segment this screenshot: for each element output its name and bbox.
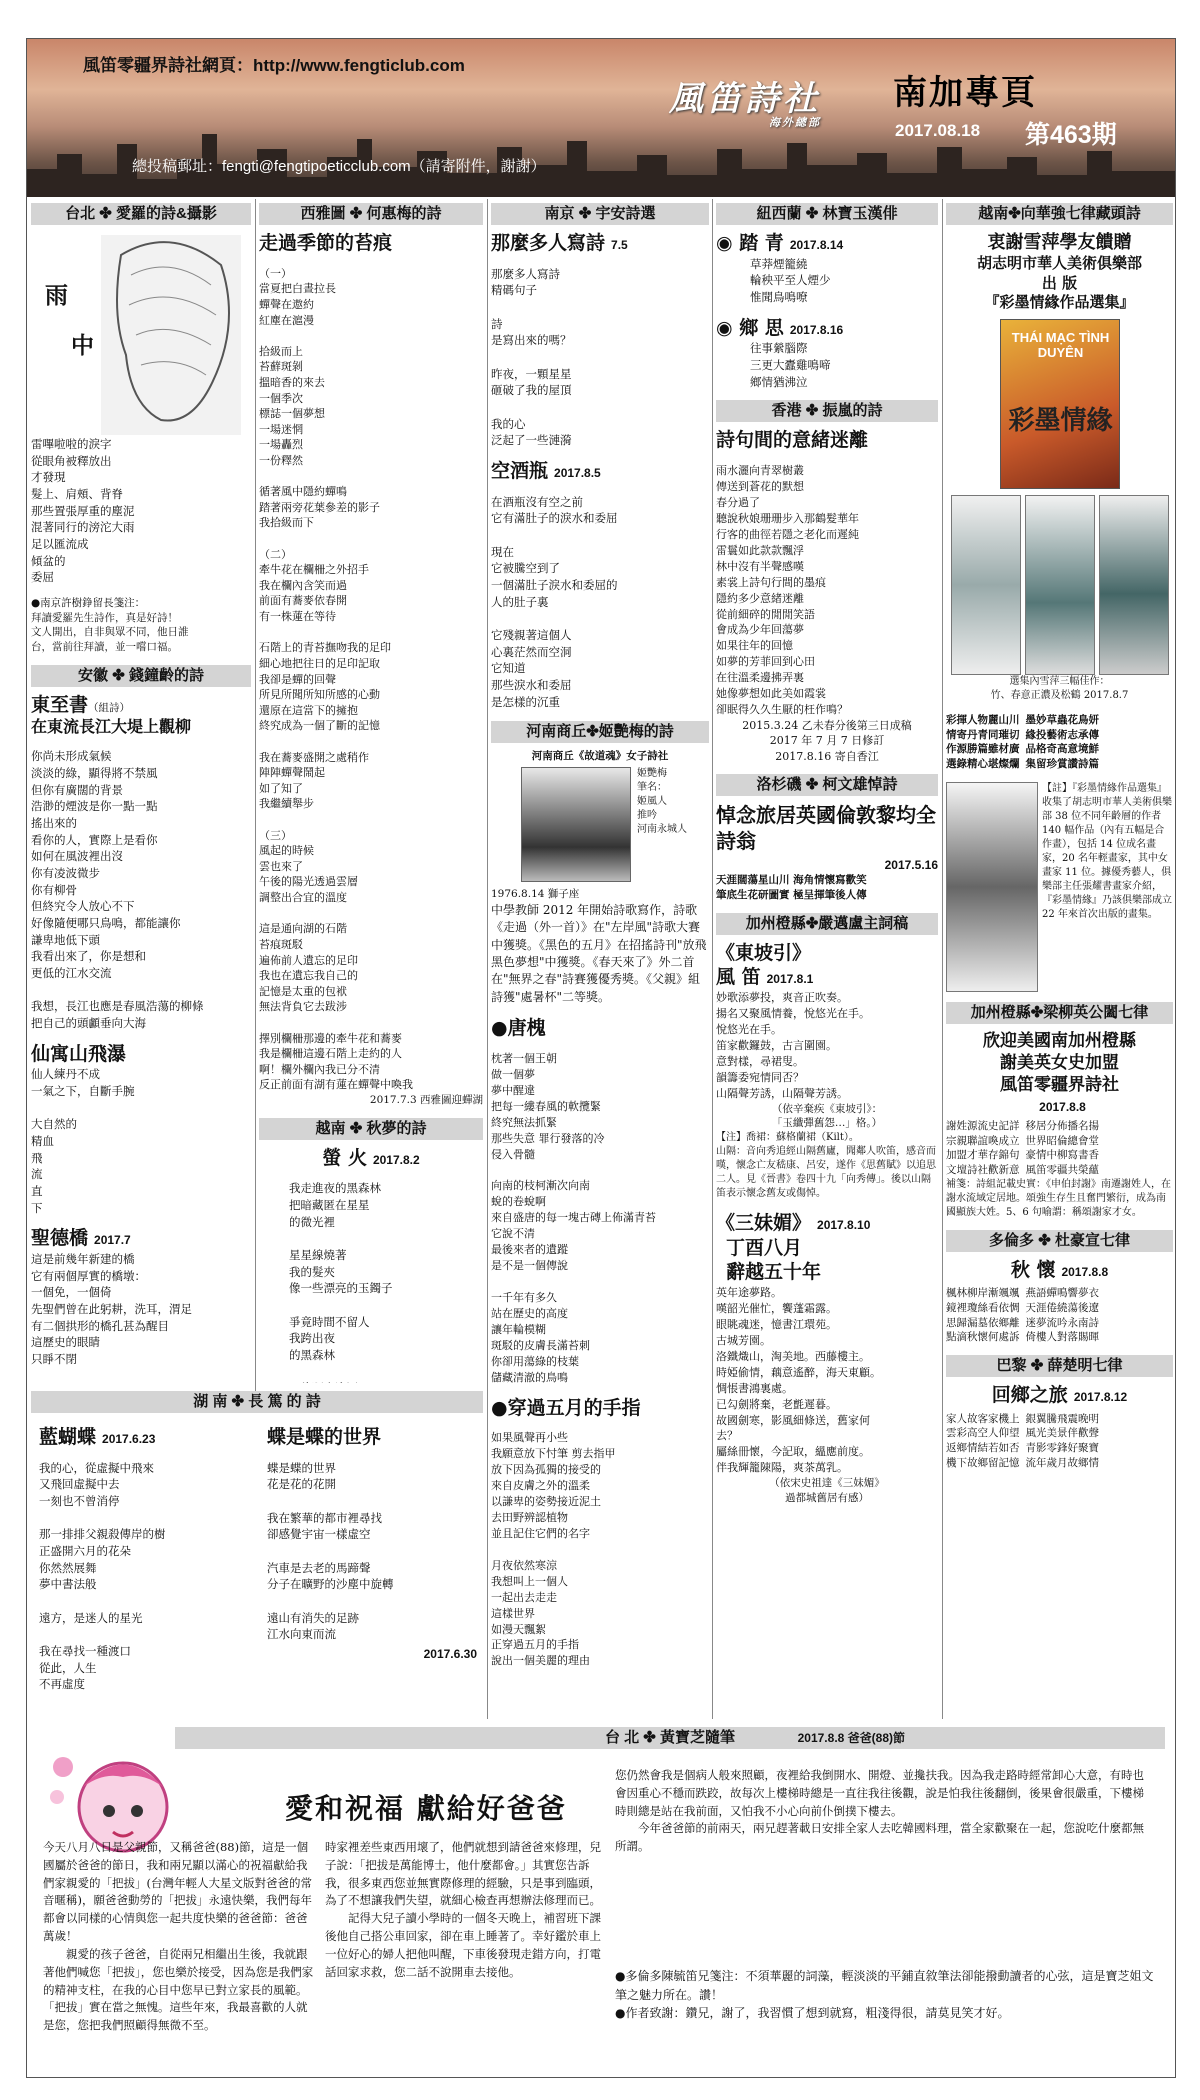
article-subtitle: 胡志明市華人美術俱樂部 出 版 『彩墨情緣作品選集』 bbox=[976, 254, 1142, 312]
section-header: 巴黎 ✤ 薛楚明七律 bbox=[946, 1355, 1173, 1377]
poem-body: 妙歌添夢投，爽音正吹奏。 揚名又聚風情養，悅悠光在手。 悅悠光在手。 笛家歡鑼鼓，古言圍園。 意對樣，尋裙叟。 韻籌委宛情同否？ 山隔聲芳誘，山隔聲芳誘。 bbox=[716, 991, 870, 1100]
essay-text-1: 今天八月八日是父親節，又稱爸爸(88)節，這是一個國屬於爸爸的節日，我和兩兄顯以滿心的祝福獻給我們家親愛的「把拔」(台灣年輕人大星文版對爸爸的常音暱稱)，願爸爸動勞的「把拔」永遠快樂，我們每年都會以同樣的心情與您一起共度快樂的爸爸節：爸爸萬歲！ 親愛的孩子爸爸，自從兩兄相繼出生後，我就跟著他們喊您「把拔」，您也樂於接受，因為您是我們家的精神支柱，在我的心目中您早已對立家長的風範。「把拔」實在當之無愧。這些年來，我最喜歡的人就是您，您把我們照顧得無微不至。 bbox=[43, 1840, 314, 2033]
poem-note: （依宋史祖達《三妹媚》 過都城舊居有感） bbox=[769, 1477, 885, 1504]
column-4: 紐西蘭 ✤ 林寶玉漢俳 ◉ 踏 青 2017.8.14 草莽煙籠繞 輪秧平至人煙少 惟聞鳥鳴嘹 ◉ 鄉 思 2017.8.16 往事縈腦際 三更大蠹雞鳴啼 鄉情猶沸泣 香港 ✤ 振嵐的詩 詩句間的意緒迷離 雨水灑向青翠樹叢 傳送到蒼花的默想 春分過了 聽說秋娘珊珊步入那鶴髮華年 行客的曲徑若隱之老化而遲純 雷鬟如此款款飄浮 林中沒有半聲感嘆 素裳上詩句行間的墨痕 隱約多少意緒迷離 從前細碎的閒閒笑語 會成為少年回蕩夢 如果往年的回憶 如夢的芳菲回到心田 在往溫柔邊拂弄裏 她像夢想如此美如霞裳 卻眠得久久生厭的枉作鳴？ 2015.3.24 乙未春分後第三日成稿 2017 年 7 月 7 日修訂 2017.8.16 寄自香江 洛杉磯 ✤ 柯文雄悼詩 悼念旅居英國倫敦黎均全詩翁 2017.5.16 天涯闊蕩星山川 海角情懷寫歡笑 筆底生花研圖實 極呈揮筆後人傳 加州橙縣✤嚴邁盧主詞稿 《東坡引》 風 笛 2017.8.1 妙歌添夢投，爽音正吹奏。 揚名又聚風情養，悅悠光在手。 悅悠光在手。 笛家歡鑼鼓，古言圍園。 意對樣，尋裙叟。 韻籌委宛情同否？ 山隔聲芳誘，山隔聲芳誘。 （依辛棄疾《東坡引》： 「玉纖彈舊怨…」格。） 【注】喬裙：蘇格蘭裙（Kilt）。 山隔：音向秀追經山隔舊廬，聞鄰人吹笛，感音而嘆，懷念亡友嵇康、呂安，遂作《思舊賦》以追思二人。見《晉書》卷四十九「向秀傳」。後以山隔笛表示懷念舊友或傷悼。 《三妹媚》 2017.8.10 丁酉八月 辭越五十年 英年途夢路。 嘆韶光催忙，饗蓬霜露。 眼眺魂迷，憶書江環苑。 古城芳園。 洛鐵熾山，淘美地。西藤樓主。 時婭偷情，藕意遙醉，海天東顧。 惆悵書鴻裏處。 已勾劍將棄，老氈遲暮。 故國劍寒，影風細條送，舊家何 去？ 屬絲冊懷，今記取，縕應前度。 伴我輝籠陳陽，爽茶萬乳。 （依宋史祖達《三妹媚》 過都城舊居有感） bbox=[716, 205, 938, 1504]
poem-body: （一） 當夏把白晝拉長 蟬聲在遨約 紅塵在滬漫 拾級而上 苔蘚斑剝 搵暗香的來去 一個季次 標誌一個夢想 一場迷惘 一場轟烈 一份釋然 循著風中隱約蟬鳴 踏著兩旁花葉參差的影子 我拾級而下 （二） 牽牛花在欄柵之外招手 我在欄內含笑而過 前面有蕎麥依春開 有一株蓮在等待 石階上的青苔撫吻我的足印 細心地把往日的足印記取 我卻是蟬的回聲 所見所聞所知所感的心動 還原在這當下的擁抱 終究成為一個了斷的記憶 我在蕎麥盛開之處稍作 陣陣蟬聲鬧起 如了知了 我繼續舉步 （三） 風起的時候 雲也來了 午後的陽光透過雲層 調整出合宜的溫度 這是通向湖的石階 苔痕斑駁 遍佈前人遺忘的足印 我也在遺忘我自己的 記憶是太重的包袱 無法背負它去跋涉 擇別欄柵那邊的牽牛花和蕎麥 我是欄柵這邊石階上走約的人 啊！欄外欄內我已分不清 反正前面有湖有蓮在蟬聲中喚我 bbox=[259, 266, 413, 1092]
section-header: 台北 ✤ 愛羅的詩&攝影 bbox=[31, 203, 251, 225]
annotation-note: 【註】『彩墨情緣作品選集』收集了胡志明市華人美術俱樂部 38 位不同年齡層的作者 140 幅作品（內有五幅是合作畫），包括 14 位成名畫家，20 名年輕畫家，其中女畫家 11 位。據優秀藝人，俱樂部主任張耀書畫家介紹，『彩墨情緣』乃該俱樂部成立 22 年來首次出版的畫集。 bbox=[1042, 782, 1172, 920]
issue-number: 第463期 bbox=[1025, 121, 1117, 149]
column-5: 越南✤向華強七律藏頭詩 衷謝雪萍學友饋贈 胡志明市華人美術俱樂部 出 版 『彩墨情緣作品選集』 THÁI MẠC TÌNH DUYÊN 彩墨情緣 選集內雪萍三幅佳作： 竹、春意正濃及松鶴 2017.8.7 彩揮人物麗山川 情寄丹青同璀切 作源勝篇雖材廣 選錄精心堪燦爛 墨妙草蟲花鳥妍 緣投藝術志承傳 品格奇高意境鮮 集留珍賞讚詩篇 【註】『彩墨情緣作品選集』收集了胡志明市華人美術俱樂部 38 位不同年齡層的作者 140 幅作品（內有五幅是合作畫），包括 14 位成名畫家，20 名年輕畫家，其中女畫家 11 位。據優秀藝人，俱樂部主任張耀書畫家介紹，『彩墨情緣』乃該俱樂部成立 22 年來首次出版的畫集。 加州橙縣✤梁柳英公闔七律 欣迎美國南加州橙縣 謝美英女史加盟 風笛零疆界詩社 2017.8.8 謝姓源流史記詳 宗親聯誼喚成立 加盟才華存錦句 文壇詩社歡新意 移居分佈播名揚 世界昭倫總會堂 豪情中柳寫書香 風笛零疆共榮蘊 補箋：詩組記載史實：《申伯封謝》南遷謝姓人，在謝水流域定居地。頌強生存生且奮門繁衍，成為南國顯族大姓。5、6 句喻謂：稱頌謝家才女。 多倫多 ✤ 杜豪宣七律 秋 懷 2017.8.8 楓林柳岸漸颯颯 鏡裡瓊絲看依惆 思歸漏墓依鄉離 點滴秋懷何處訴 燕語蟬鳴響夢衣 天涯倦繞蕩後遼 迷夢流吟永南詩 倚樓人對落賜暉 巴黎 ✤ 薛楚明七律 回鄉之旅 2017.8.12 家人故客家機上 雲彩高空人仰望 返鄉情結若如否 機下故鄉留記憶 銀翼騰飛震晚明 風光美景伴歡聲 青影零鋒好聚寶 流年歲月故鄉情 bbox=[946, 205, 1172, 1469]
image-caption: 選集內雪萍三幅佳作： 竹、春意正濃及松鶴 2017.8.7 bbox=[990, 675, 1129, 701]
poem-right: 移居分佈播名揚 世界昭倫總會堂 豪情中柳寫書香 風笛零疆共榮蘊 bbox=[1025, 1119, 1099, 1176]
poem-title: 走過季節的苔痕 bbox=[259, 232, 393, 254]
poem-body: 這是前幾年新建的橋 它有兩個厚實的橋墩： 一個免，一個倚 先聖們曾在此躬耕，洗耳，渭足 有二個拱形的橋孔甚為醒目 這歷史的眼睛 只睜不閉 bbox=[31, 1252, 192, 1367]
poem-body: 草莽煙籠繞 輪秧平至人煙少 惟聞鳥鳴嘹 bbox=[750, 256, 831, 305]
poem-body: 英年途夢路。 嘆韶光催忙，饗蓬霜露。 眼眺魂迷，憶書江環苑。 古城芳園。 洛鐵熾山，淘美地。西藤樓主。 時婭偷情，藕意遙醉，海天東顧。 惆悵書鴻裏處。 已勾劍將棄，老氈遲暮。 故國劍寒，影風細條送，舊家何 去？ 屬絲冊懷，今記取，縕應前度。 伴我輝籠陳陽，爽茶萬乳。 bbox=[716, 1286, 881, 1475]
column-3: 南京 ✤ 宇安詩選 那麼多人寫詩 7.5 那麼多人寫詩 精碼句子 詩 是寫出來的嗎？ 昨夜，一顆星星 砸破了我的屋頂 我的心 泛起了一些漣漪 空酒瓶 2017.8.5 在酒瓶沒有空之前 它有滿肚子的淚水和委屈 現在 它被騰空到了 一個滿肚子淚水和委屈的 人的肚子裏 它殘親著這個人 心裏茫然而空洞 它知道 那些淚水和委屈 是怎樣的沉重 河南商丘✤姬艷梅的詩 河南商丘《故道魂》女子詩社 姬艷梅 筆名： 姬風人 推吟 河南永城人 1976.8.14 獅子座 中學教師 2012 年開始詩歌寫作，詩歌《走過（外一首）》在"左岸風"詩歌大賽中獲獎。《黑色的五月》在招搖詩刊"放飛黑色夢想"中獲獎。《春天來了》外二首在"無界之春"詩賽獲優秀獎。《父親》組詩獲"處暑杯"二等獎。 ●唐槐 枕著一個王朝 做一個夢 夢中醒違 把每一縷春風的軟攬緊 終究無法抓緊 那些失意 罪行發落的冷 侵入骨髓 向南的枝柯漸次向南 蛻的卷蛻啊 來自盛唐的每一塊古磚上佈滿青苔 它說不清 最後來者的遺蹤 是不是一個傳說 一千年有多久 站在歷史的高度 讓年輪模糊 斑駁的皮膚長滿苔刺 你卻用蕩綠的枝葉 儲藏清澈的鳥鳴 ●穿過五月的手指 如果風聲再小些 我願意放下忖筆 剪去指甲 放下因為孤獨的接受的 來自皮膚之外的溫柔 以謙卑的姿勢接近泥土 去田野辨認植物 並且記住它們的名字 月夜依然寒涼 我想叫上一個人 一起出去走走 這樣世界 如漫天飄絮 正穿過五月的手指 說出一個美麗的理由 bbox=[491, 203, 709, 1723]
poem-body: 枕著一個王朝 做一個夢 夢中醒違 把每一縷春風的軟攬緊 終究無法抓緊 那些失意 罪行發落的冷 侵入骨髓 向南的枝柯漸次向南 蛻的卷蛻啊 來自盛唐的每一塊古磚上佈滿青苔 它說不清 最後來者的遺蹤 是不是一個傳說 一千年有多久 站在歷史的高度 讓年輪模糊 斑駁的皮膚長滿苔刺 你卻用蕩綠的枝葉 儲藏清澈的鳥鳴 bbox=[491, 1051, 656, 1384]
section-header: 湖 南 ✤ 長 篤 的 詩 bbox=[31, 1391, 483, 1413]
article-title: 衷謝雪萍學友饋贈 bbox=[987, 232, 1132, 253]
site-url[interactable]: 風笛零疆界詩社網頁：http://www.fengticlub.com bbox=[83, 56, 465, 75]
poem-name: 丁酉八月 辭越五十年 bbox=[726, 1236, 822, 1284]
section-header: 越南✤向華強七律藏頭詩 bbox=[946, 203, 1173, 225]
poem-body: 那麼多人寫詩 精碼句子 詩 是寫出來的嗎？ 昨夜，一顆星星 砸破了我的屋頂 我的心 泛起了一些漣漪 bbox=[491, 266, 572, 448]
poem-note: （依辛棄疾《東坡引》： 「玉纖彈舊怨…」格。） bbox=[771, 1102, 883, 1130]
section-header: 香港 ✤ 振嵐的詩 bbox=[716, 400, 938, 422]
section-header: 南京 ✤ 宇安詩選 bbox=[491, 203, 709, 225]
poem-body: 我的心，從虛擬中飛來 又飛回虛擬中去 一刻也不曾消停 那一排排父親殺傳岸的樹 正盛開六月的花朵 你然然展舞 夢中書法般 遠方，是迷人的星光 我在尋找一種渡口 從此，人生 不再虛度 bbox=[39, 1460, 166, 1692]
essay-title: 愛和祝福 獻給好爸爸 bbox=[285, 1792, 567, 1825]
poem-title: 《東坡引》 bbox=[716, 941, 812, 964]
commentary-note: ●南京許樹錚留長箋注： 拜讀愛羅先生詩作，真是好詩！ 文人開出，自非與眾不同，他日誰 台，當前往拜讀，並一嚐口福。 bbox=[31, 597, 189, 654]
poem-signature: 2017.7.3 西雅圖迎蟬湖 bbox=[369, 1093, 483, 1106]
page-heading: 南加專頁 bbox=[893, 74, 1037, 112]
commentary-note: ●多倫多陳毓笛兄箋注：不須華麗的詞藻，輕淡淡的平鋪直敘筆法卻能撥動讀者的心弦，這是寶芝姐文筆之魅力所在。讚！ ●作者致謝：鑽兄，謝了，我習慣了想到就寫，粗淺得很，請莫見笑才好。 bbox=[615, 1969, 1154, 2021]
poem-body: 你尚未形成氣候 淡淡的綠，顯得將不禁風 但你有廣闊的背景 浩渺的煙波是你一點一點 搖出來的 看你的人，實際上是看你 如何在風波裡出沒 你有凌波微步 你有柳骨 但終究令人放心不下 好像隨便哪只鳥鳴，都能讓你 謙卑地低下頭 我看出來了，你是想和 更低的江水交流 我想，長江也應是春風浩蕩的柳條 把自己的頭顱垂向大海 bbox=[31, 749, 204, 1031]
section-header: 西雅圖 ✤ 何惠梅的詩 bbox=[259, 203, 483, 225]
poem-body: 往事縈腦際 三更大蠹雞鳴啼 鄉情猶沸泣 bbox=[750, 341, 831, 389]
poem-subtitle: 在東流長江大堤上觀柳 bbox=[31, 717, 192, 737]
section-header: 洛杉磯 ✤ 柯文雄悼詩 bbox=[716, 774, 938, 796]
newspaper-page bbox=[26, 38, 1176, 2078]
poem-left: 謝姓源流史記詳 宗親聯誼喚成立 加盟才華存錦句 文壇詩社歡新意 bbox=[946, 1119, 1020, 1176]
hunan-section: 湖 南 ✤ 長 篤 的 詩 藍蝴蝶 2017.6.23 我的心，從虛擬中飛來 又飛回虛擬中去 一刻也不曾消停 那一排排父親殺傳岸的樹 正盛開六月的花朵 你然然展舞 夢中書法般 遠方，是迷人的星光 我在尋找一種渡口 從此，人生 不再虛度 蝶是蝶的世界 蝶是蝶的世界 花是花的花開 我在繁華的都市裡尋找 卻感覺宇宙一樣虛空 汽車是去老的馬蹄聲 分子在曠野的沙塵中旋轉 遠山有消失的足跡 江水向東而流 2017.6.30 bbox=[31, 1391, 483, 1721]
issue-date: 2017.08.18 bbox=[895, 121, 981, 140]
poem-left: 楓林柳岸漸颯颯 鏡裡瓊絲看依惆 思歸漏墓依鄉離 點滴秋懷何處訴 bbox=[946, 1287, 1020, 1344]
poem-annotation: 【注】喬裙：蘇格蘭裙（Kilt）。 山隔：音向秀追經山隔舊廬，聞鄰人吹笛，感音而嘆，懷念亡友嵇康、呂安，遂作《思舊賦》以追思二人。見《晉書》卷四十九「向秀傳」。後以山隔笛表示懷念舊友或傷悼。 bbox=[716, 1131, 936, 1199]
poem-body: 在酒瓶沒有空之前 它有滿肚子的淚水和委屈 現在 它被騰空到了 一個滿肚子淚水和委屈的 人的肚子裏 它殘親著這個人 心裏茫然而空洞 它知道 那些淚水和委屈 是怎樣的沉重 bbox=[491, 494, 618, 709]
poem-title: ◉ 鄉 思 bbox=[716, 316, 784, 339]
section-header: 加州橙縣✤梁柳英公闔七律 bbox=[946, 1002, 1173, 1024]
poem-title: ●唐槐 bbox=[491, 1017, 546, 1040]
poem-title: ●穿過五月的手指 bbox=[491, 1396, 641, 1419]
section-header: 安徽 ✤ 錢鐘齡的詩 bbox=[31, 665, 251, 687]
author-bio: 中學教師 2012 年開始詩歌寫作，詩歌《走過（外一首）》在"左岸風"詩歌大賽中獲獎。《黑色的五月》在招搖詩刊"放飛黑色夢想"中獲獎。《春天來了》外二首在"無界之春"詩賽獲優秀獎。《父親》組詩獲"處暑杯"二等獎。 bbox=[491, 902, 707, 1004]
supplementary-note: 補箋：詩組記載史實：《申伯封謝》南遷謝姓人，在謝水流域定居地。頌強生存生且奮門繁衍，成為南國顯族大姓。5、6 句喻謂：稱頌謝家才女。 bbox=[946, 1178, 1171, 1218]
article-title: 欣迎美國南加州橙縣 謝美英女史加盟 風笛零疆界詩社 bbox=[983, 1030, 1136, 1095]
poem-title: 秋 懷 bbox=[1010, 1258, 1056, 1281]
footer-essay bbox=[35, 1727, 1165, 2067]
poem-name: 風 笛 bbox=[716, 966, 761, 989]
column-1: 台北 ✤ 愛羅的詩&攝影 雨 中 雷嗶啦啦的淚字 從眼角被釋放出 才發現 髮上、肩頰、背脊 那些置張厚重的塵泥 混著同行的滂沱大雨 足以匯流成 傾盆的 委屈 ●南京許樹錚留長箋注： 拜讀愛羅先生詩作，真是好詩！ 文人開出，自非與眾不同，他日誰 台，當前往拜讀，並一嚐口福。 安徽 ✤ 錢鐘齡的詩 東至書（組詩） 在東流長江大堤上觀柳 你尚未形成氣候 淡淡的綠，顯得將不禁風 但你有廣闊的背景 浩渺的煙波是你一點一點 搖出來的 看你的人，實際上是看你 如何在風波裡出沒 你有凌波微步 你有柳骨 但終究令人放心不下 好像隨便哪只鳥鳴，都能讓你 謙卑地低下頭 我看出來了，你是想和 更低的江水交流 我想，長江也應是春風浩蕩的柳條 把自己的頭顱垂向大海 仙寓山飛瀑 仙人練丹不成 一氣之下，自斷手腕 大自然的 精血 飛 流 直 下 聖德橋 2017.7 這是前幾年新建的橋 它有兩個厚實的橋墩： 一個免，一個倚 先聖們曾在此躬耕，洗耳，渭足 有二個拱形的橋孔甚為醒目 這歷史的眼睛 只睜不閉 bbox=[31, 203, 251, 1383]
poem-title: 中 bbox=[71, 332, 94, 359]
author-bio-side: 姬艷梅 筆名： 姬風人 推吟 河南永城人 bbox=[637, 768, 687, 836]
author-photo bbox=[521, 767, 631, 882]
poem-title: 回鄉之旅 bbox=[991, 1384, 1068, 1407]
section-header: 紐西蘭 ✤ 林寶玉漢俳 bbox=[716, 203, 938, 225]
poem-body: 天涯闊蕩星山川 海角情懷寫歡笑 筆底生花研圖實 極呈揮筆後人傳 bbox=[716, 874, 867, 901]
poem-body: 雨水灑向青翠樹叢 傳送到蒼花的默想 春分過了 聽說秋娘珊珊步入那鶴髮華年 行客的曲徑若隱之老化而遲純 雷鬟如此款款飄浮 林中沒有半聲感嘆 素裳上詩句行間的墨痕 隱約多少意緒迷離 從前細碎的閒閒笑語 會成為少年回蕩夢 如果往年的回憶 如夢的芳菲回到心田 在往溫柔邊拂弄裏 她像夢想如此美如霞裳 卻眠得久久生厭的枉作鳴？ bbox=[716, 464, 859, 717]
society-name: 河南商丘《故道魂》女子詩社 bbox=[531, 749, 669, 762]
sketch-photo bbox=[101, 235, 241, 435]
header-banner bbox=[27, 39, 1176, 197]
column-2: 西雅圖 ✤ 何惠梅的詩 走過季節的苔痕 （一） 當夏把白晝拉長 蟬聲在遨約 紅塵在滬漫 拾級而上 苔蘚斑剝 搵暗香的來去 一個季次 標誌一個夢想 一場迷惘 一場轟烈 一份釋然 循著風中隱約蟬鳴 踏著兩旁花葉參差的影子 我拾級而下 （二） 牽牛花在欄柵之外招手 我在欄內含笑而過 前面有蕎麥依春開 有一株蓮在等待 石階上的青苔撫吻我的足印 細心地把往日的足印記取 我卻是蟬的回聲 所見所聞所知所感的心動 還原在這當下的擁抱 終究成為一個了斷的記憶 我在蕎麥盛開之處稍作 陣陣蟬聲鬧起 如了知了 我繼續舉步 （三） 風起的時候 雲也來了 午後的陽光透過雲層 調整出合宜的溫度 這是通向湖的石階 苔痕斑駁 遍佈前人遺忘的足印 我也在遺忘我自己的 記憶是太重的包袱 無法背負它去跋涉 擇別欄柵那邊的牽牛花和蕎麥 我是欄柵這邊石階上走約的人 啊！欄外欄內我已分不清 反正前面有湖有蓮在蟬聲中喚我 2017.7.3 西雅圖迎蟬湖 越南 ✤ 秋夢的詩 螢 火 2017.8.2 我走進夜的黑森林 把暗藏匿在星星 的微光裡 星星線燒著 我的髮夾 像一些漂亮的玉鐲子 爭竟時間不留人 我跨出夜 的黑森林 bbox=[259, 203, 483, 1383]
section-header: 多倫多 ✤ 杜豪宣七律 bbox=[946, 1230, 1173, 1252]
poem-title: 仙寓山飛瀑 bbox=[31, 1042, 127, 1065]
poem-right: 墨妙草蟲花鳥妍 緣投藝術志承傳 品格奇高意境鮮 集留珍賞讚詩篇 bbox=[1025, 713, 1099, 770]
poem-title: 詩句間的意緒迷離 bbox=[716, 429, 869, 452]
poem-title: 聖德橋 bbox=[31, 1227, 89, 1250]
poem-body: 蝶是蝶的世界 花是花的花開 我在繁華的都市裡尋找 卻感覺宇宙一樣虛空 汽車是去老的馬蹄聲 分子在曠野的沙塵中旋轉 遠山有消失的足跡 江水向東而流 bbox=[267, 1460, 394, 1642]
essay-text-2: 時家裡差些東西用壞了，他們就想到請爸爸來修理，兒子說：「把拔是萬能博士，他什麼都會。」其實您告訴我，很多東西您並無實際修理的經驗，只是事到臨頭，為了不想讓我們失望，就細心檢查再想辦法修理而已。 記得大兒子讀小學時的一個冬天晚上，補習班下課後他自己搭公車回家，卻在車上睡著了。幸好鑑於車上一位好心的婦人把他叫醒，下車後發現走錯方向，打電話回家求救，您二話不說開車去接他。 bbox=[325, 1840, 601, 1979]
section-header: 加州橙縣✤嚴邁盧主詞稿 bbox=[716, 913, 938, 935]
poem-title: 《三妹媚》 bbox=[716, 1211, 812, 1234]
painting-images bbox=[946, 495, 1173, 675]
poem-left: 家人故客家機上 雲彩高空人仰望 返鄉情結若如否 機下故鄉留記憶 bbox=[946, 1412, 1020, 1469]
poem-title: ◉ 踏 青 bbox=[716, 232, 784, 254]
poem-right: 燕語蟬鳴響夢衣 天涯倦繞蕩後遼 迷夢流吟永南詩 倚樓人對落賜暉 bbox=[1025, 1287, 1099, 1344]
poem-title: 悼念旅居英國倫敦黎均全詩翁 bbox=[716, 803, 936, 854]
section-header: 越南 ✤ 秋夢的詩 bbox=[259, 1118, 483, 1140]
poem-body: 仙人練丹不成 一氣之下，自斷手腕 大自然的 精血 飛 流 直 下 bbox=[31, 1067, 135, 1215]
author-birth: 1976.8.14 獅子座 bbox=[491, 888, 580, 901]
poem-left: 彩揮人物麗山川 情寄丹青同璀切 作源勝篇雖材廣 選錄精心堪燦爛 bbox=[946, 713, 1020, 770]
book-cover-image: THÁI MẠC TÌNH DUYÊN 彩墨情緣 bbox=[1000, 319, 1120, 489]
poem-title: 雨 bbox=[45, 282, 68, 309]
poem-title: 那麼多人寫詩 bbox=[491, 232, 606, 254]
poem-title: 空酒瓶 bbox=[491, 460, 549, 483]
poem-body: 雷嗶啦啦的淚字 從眼角被釋放出 才發現 髮上、肩頰、背脊 那些置張厚重的塵泥 混著同行的滂沱大雨 足以匯流成 傾盆的 委屈 bbox=[31, 437, 135, 585]
poem-body: 如果風聲再小些 我願意放下忖筆 剪去指甲 放下因為孤獨的接受的 來自皮膚之外的溫柔 以謙卑的姿勢接近泥土 去田野辨認植物 並且記住它們的名字 月夜依然寒涼 我想叫上一個人 一起出去走走 這樣世界 如漫天飄絮 正穿過五月的手指 說出一個美麗的理由 bbox=[491, 1431, 616, 1668]
poem-title: 東至書 bbox=[31, 693, 89, 716]
poem-body: 我走進夜的黑森林 把暗藏匿在星星 的微光裡 星星線燒著 我的髮夾 像一些漂亮的玉鐲子 爭竟時間不留人 我跨出夜 的黑森林 bbox=[289, 1181, 393, 1363]
poem-title: 蝶是蝶的世界 bbox=[267, 1426, 382, 1448]
section-header: 河南商丘✤姬艷梅的詩 bbox=[491, 721, 709, 743]
poem-title: 藍蝴蝶 bbox=[39, 1426, 97, 1448]
essay-text-3: 您仍然會我是個病人般來照顧，夜裡給我倒開水、開燈、並攙扶我。因為我走路時經常卸心大意，有時也會因重心不穩而跌跤，故每次上樓梯時總是一直往我往後觀，說是怕我往後翻倒，後果會很嚴重，下樓梯時則總是站在我前面，又怕我不小心向前仆倒撲下樓去。 今年爸爸節的前兩天，兩兄趕著載日安排全家人去吃韓國料理，當全家歡聚在一起，您說吃什麼都無所謂。 bbox=[615, 1768, 1144, 1854]
poem-signature: 2015.3.24 乙未春分後第三日成稿 2017 年 7 月 7 日修訂 2017.8.16 寄自香江 bbox=[742, 719, 912, 763]
section-header: 台 北 ✤ 黃寶芝隨筆 2017.8.8 爸爸(88)節 bbox=[175, 1727, 1165, 1749]
club-logo: 風笛詩社 海外總部 bbox=[669, 81, 821, 129]
poem-title: 螢 火 bbox=[322, 1146, 367, 1169]
poem-right: 銀翼騰飛震晚明 風光美景伴歡聲 青影零鋒好聚寶 流年歲月故鄉情 bbox=[1025, 1412, 1099, 1469]
painting-image bbox=[946, 782, 1038, 992]
submission-email[interactable]: 總投稿郵址：fengti@fengtipoeticclub.com（請寄附件，謝謝） bbox=[132, 158, 546, 175]
